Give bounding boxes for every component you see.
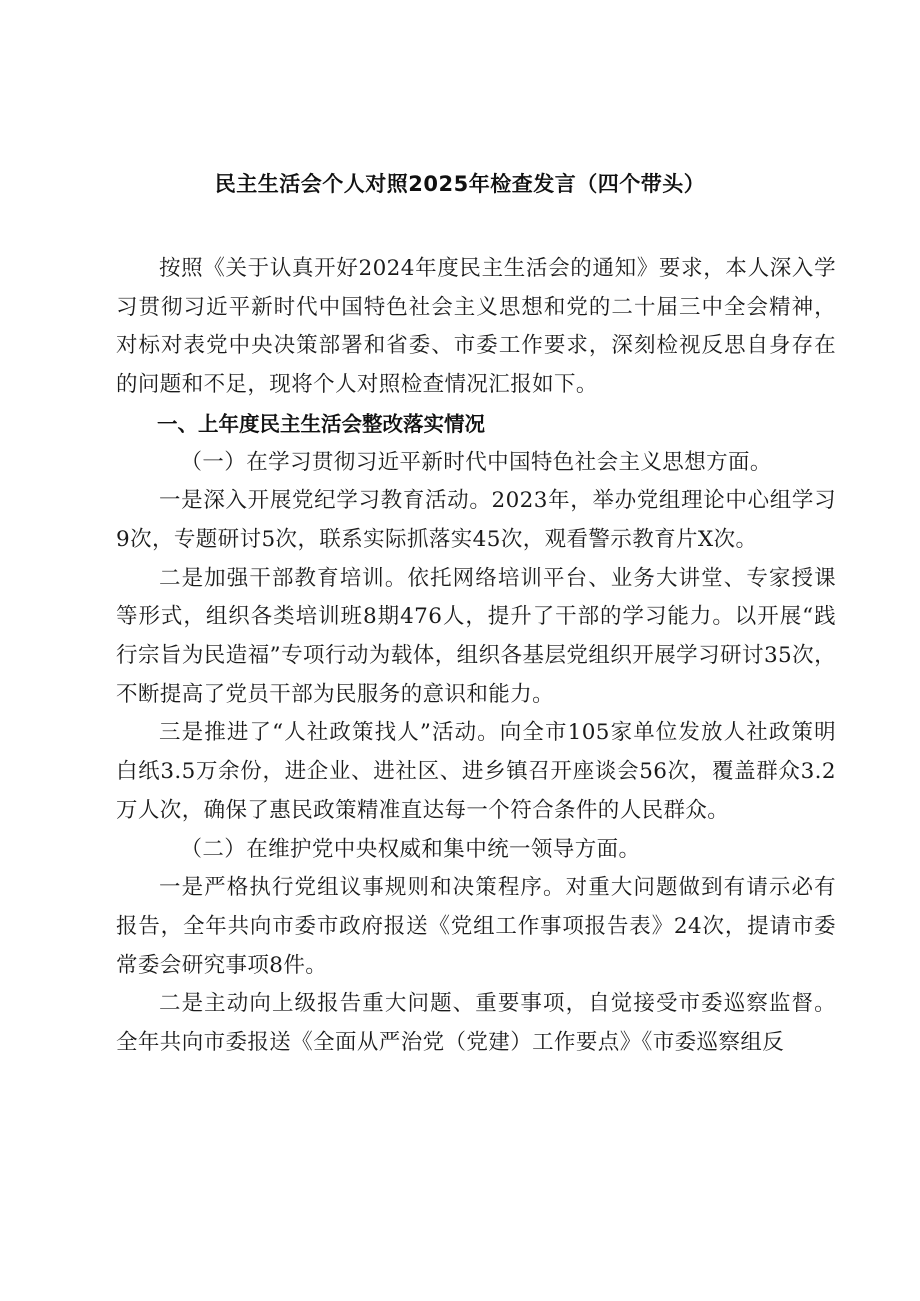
document-title: 民主生活会个人对照2025年检查发言（四个带头） <box>214 172 706 196</box>
paragraph-1-2: 二是加强干部教育培训。依托网络培训平台、业务大讲堂、专家授课等形式，组织各类培训班8期476人，提升了干部的学习能力。以开展“践行宗旨为民造福”专项行动为载体，组织各基层党组织开展学习研讨35次，不断提高了党员干部为民服务的意识和能力。 <box>116 565 836 707</box>
section-heading-1: 一、上年度民主生活会整改落实情况 <box>157 411 485 436</box>
paragraph-1-1: 一是深入开展党纪学习教育活动。2023年，举办党组理论中心组学习9次，专题研讨5次，联系实际抓落实45次，观看警示教育片X次。 <box>116 488 836 552</box>
paragraph-1-3: 三是推进了“人社政策找人”活动。向全市105家单位发放人社政策明白纸3.5万余份，进企业、进社区、进乡镇召开座谈会56次，覆盖群众3.2万人次，确保了惠民政策精准直达每一个符合条件的人民群众。 <box>116 720 836 823</box>
document-body <box>116 250 836 1063</box>
subsection-heading-2: （二）在维护党中央权威和集中统一领导方面。 <box>180 836 641 862</box>
paragraph-2-2: 二是主动向上级报告重大问题、重要事项，自觉接受市委巡察监督。全年共向市委报送《全面从严治党（党建）工作要点》《市委巡察组反 <box>116 991 836 1056</box>
intro-paragraph: 按照《关于认真开好2024年度民主生活会的通知》要求，本人深入学习贯彻习近平新时代中国特色社会主义思想和党的二十届三中全会精神，对标对表党中央决策部署和省委、市委工作要求，深刻检视反思自身存在的问题和不足，现将个人对照检查情况汇报如下。 <box>116 256 836 398</box>
subsection-heading-1: （一）在学习贯彻习近平新时代中国特色社会主义思想方面。 <box>180 449 772 475</box>
paragraph-2-1: 一是严格执行党组议事规则和决策程序。对重大问题做到有请示必有报告，全年共向市委市政府报送《党组工作事项报告表》24次，提请市委常委会研究事项8件。 <box>116 875 836 978</box>
